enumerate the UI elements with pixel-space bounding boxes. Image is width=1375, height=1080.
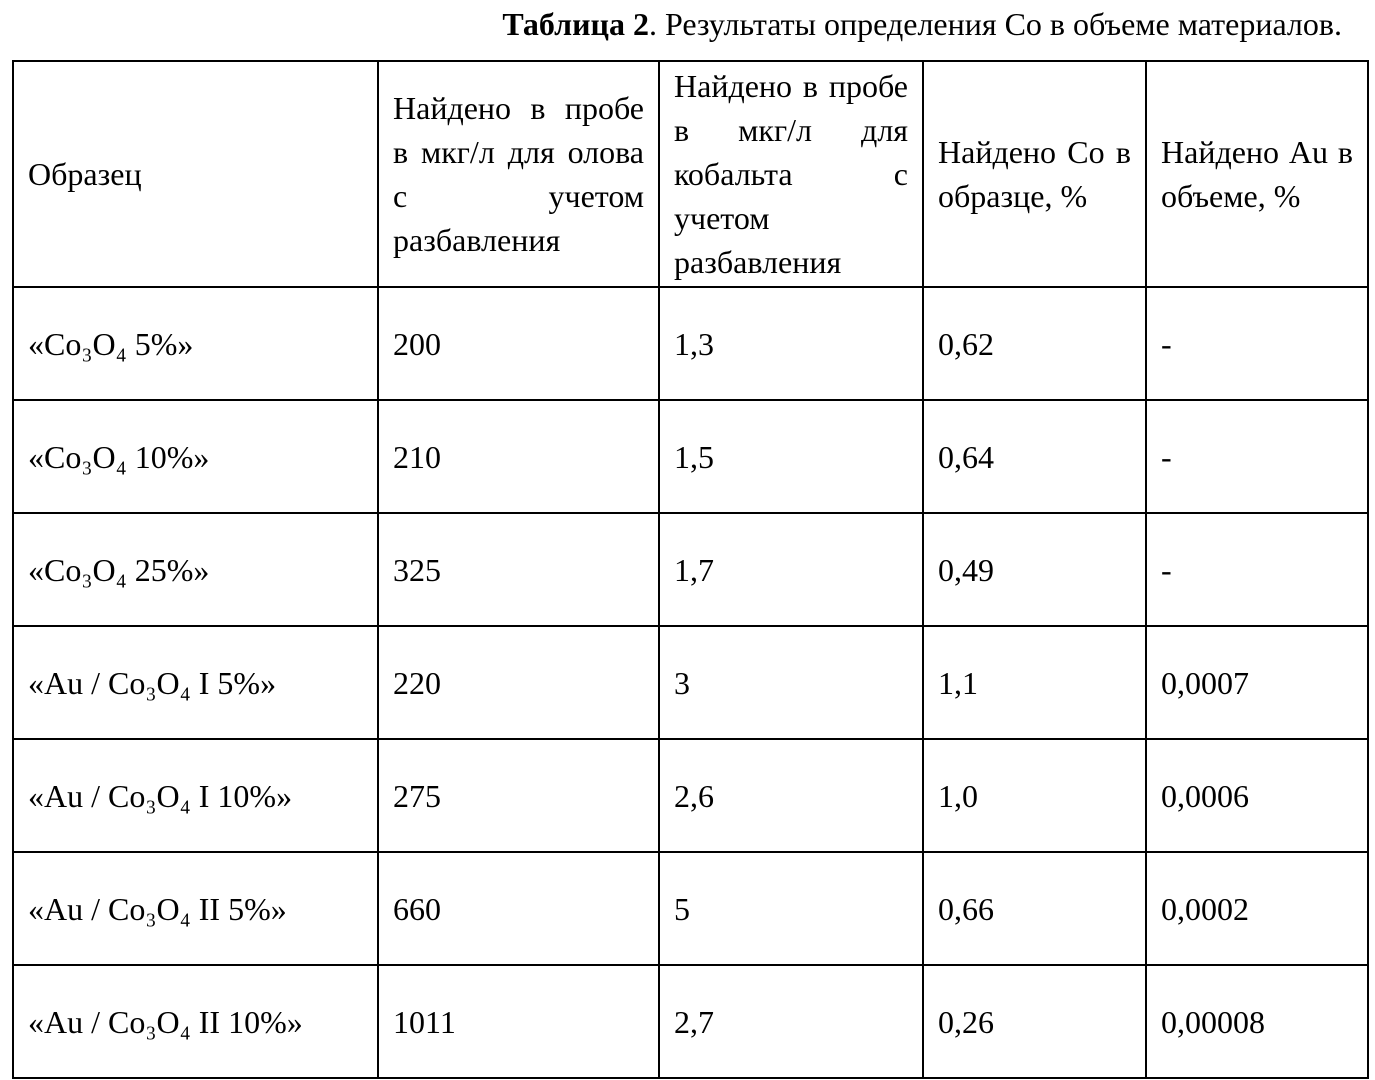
cell-tin: 1011 [378, 965, 659, 1078]
cell-co-percent: 0,62 [923, 287, 1146, 400]
cell-sample: «Au / Co₃O₄ II 5%» [13, 852, 378, 965]
header-co-percent: Найдено Co в образце, % [923, 61, 1146, 287]
cell-au-percent: 0,0002 [1146, 852, 1368, 965]
cell-co-percent: 1,0 [923, 739, 1146, 852]
table-row [13, 287, 1368, 400]
table-header-row [13, 61, 1368, 287]
cell-tin: 210 [378, 400, 659, 513]
cell-cobalt: 5 [659, 852, 923, 965]
table-row [13, 852, 1368, 965]
cell-cobalt: 1,7 [659, 513, 923, 626]
results-table [12, 60, 1369, 1079]
cell-au-percent: 0,0006 [1146, 739, 1368, 852]
cell-au-percent: - [1146, 287, 1368, 400]
cell-au-percent: - [1146, 513, 1368, 626]
cell-cobalt: 1,3 [659, 287, 923, 400]
cell-co-percent: 1,1 [923, 626, 1146, 739]
cell-tin: 275 [378, 739, 659, 852]
cell-co-percent: 0,26 [923, 965, 1146, 1078]
cell-sample: «Co₃O₄ 25%» [13, 513, 378, 626]
header-sample: Образец [13, 61, 378, 287]
table-row [13, 400, 1368, 513]
cell-tin: 660 [378, 852, 659, 965]
cell-sample: «Au / Co₃O₄ I 5%» [13, 626, 378, 739]
table-row [13, 739, 1368, 852]
cell-sample: «Co₃O₄ 10%» [13, 400, 378, 513]
cell-au-percent: - [1146, 400, 1368, 513]
cell-tin: 220 [378, 626, 659, 739]
header-au-percent: Найдено Au в объеме, % [1146, 61, 1368, 287]
cell-sample: «Co₃O₄ 5%» [13, 287, 378, 400]
caption-label: Таблица 2 [502, 6, 649, 42]
caption-text: . Результаты определения Co в объеме материалов. [648, 6, 1342, 42]
table-row [13, 513, 1368, 626]
cell-co-percent: 0,66 [923, 852, 1146, 965]
cell-tin: 200 [378, 287, 659, 400]
table-caption [502, 2, 1342, 46]
cell-cobalt: 1,5 [659, 400, 923, 513]
cell-co-percent: 0,64 [923, 400, 1146, 513]
cell-co-percent: 0,49 [923, 513, 1146, 626]
cell-sample: «Au / Co₃O₄ I 10%» [13, 739, 378, 852]
header-cobalt-found: Найдено в пробе в мкг/л для кобальта с учетом разбавления [659, 61, 923, 287]
cell-cobalt: 2,6 [659, 739, 923, 852]
cell-tin: 325 [378, 513, 659, 626]
cell-sample: «Au / Co₃O₄ II 10%» [13, 965, 378, 1078]
cell-au-percent: 0,00008 [1146, 965, 1368, 1078]
cell-au-percent: 0,0007 [1146, 626, 1368, 739]
header-tin-found: Найдено в пробе в мкг/л для олова с учетом разбавления [378, 61, 659, 287]
cell-cobalt: 2,7 [659, 965, 923, 1078]
table-row [13, 965, 1368, 1078]
table-row [13, 626, 1368, 739]
cell-cobalt: 3 [659, 626, 923, 739]
